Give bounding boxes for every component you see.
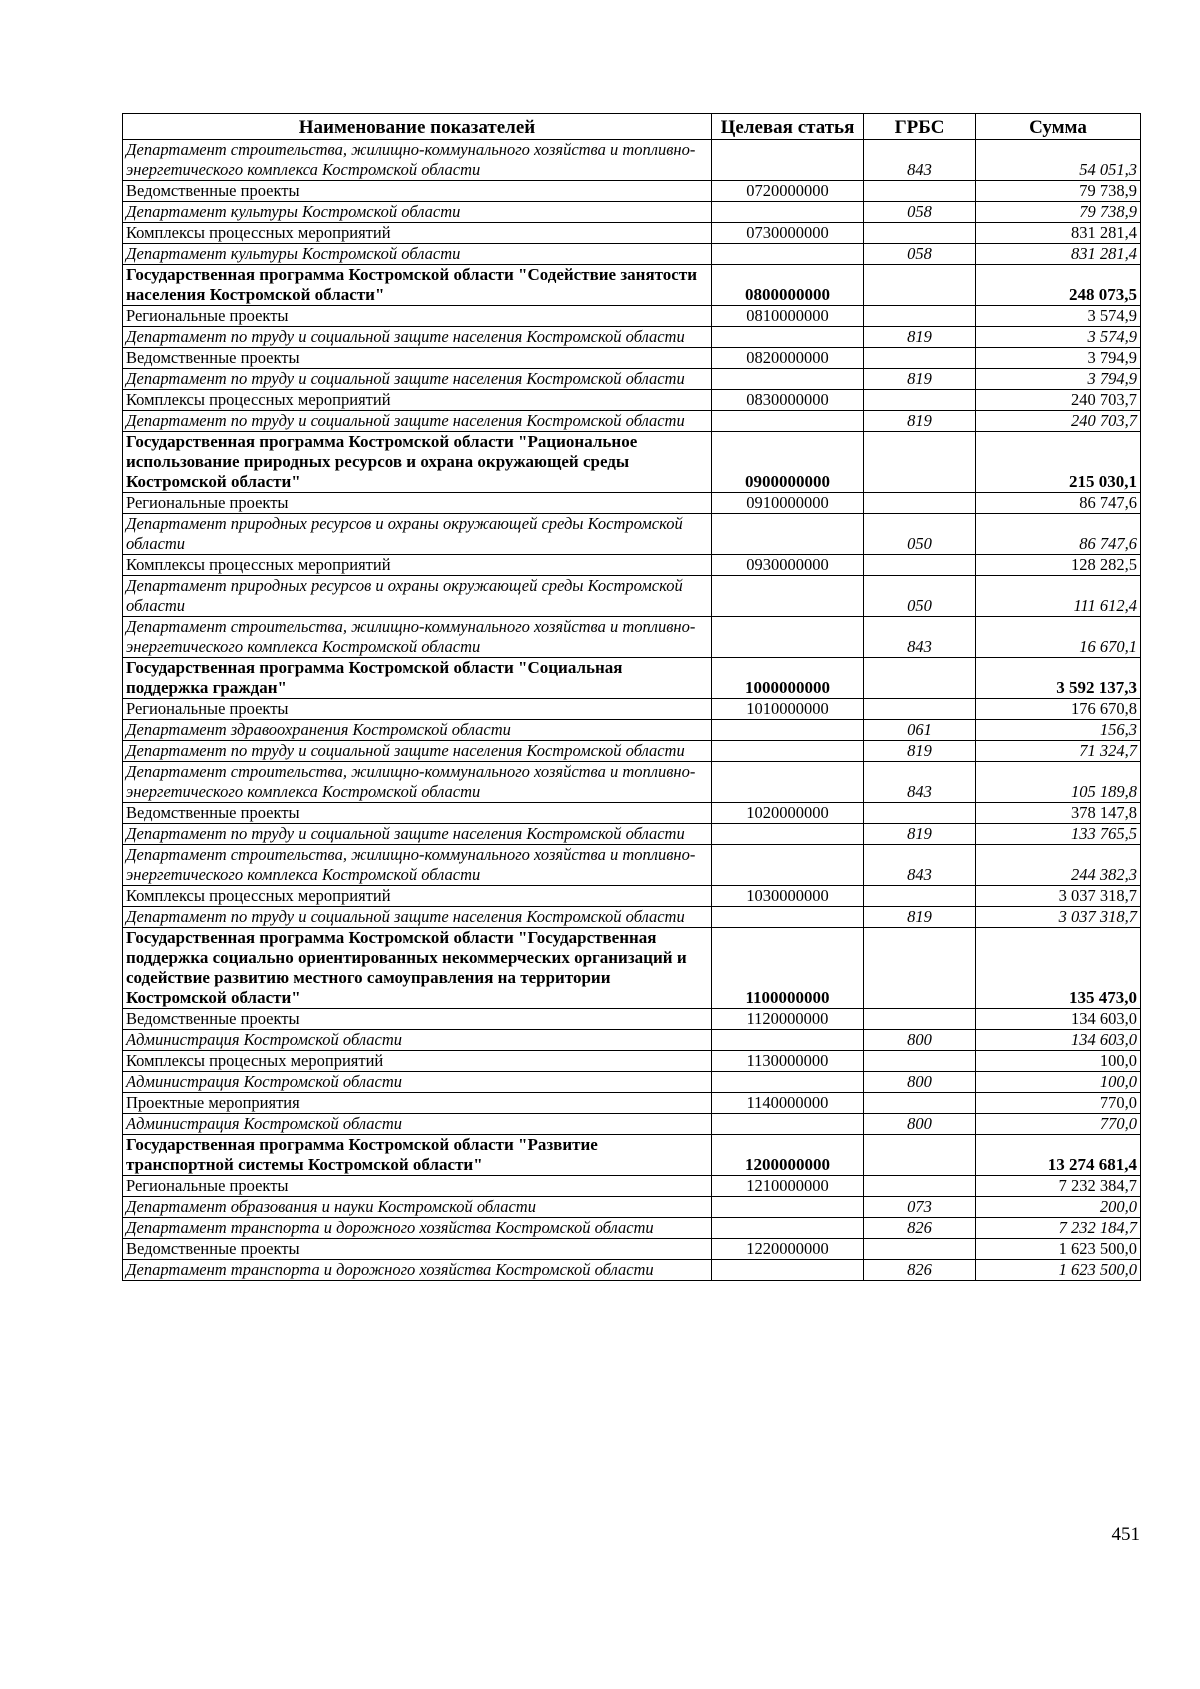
table-row	[123, 658, 1141, 699]
table-row	[123, 202, 1141, 223]
row-grbs-cell	[864, 306, 976, 327]
row-grbs-cell	[864, 699, 976, 720]
table-row	[123, 140, 1141, 181]
row-target-article-cell: 0910000000	[712, 493, 864, 514]
row-sum-cell: 54 051,3	[976, 140, 1141, 181]
row-name-cell: Департамент строительства, жилищно-коммунального хозяйства и топливно-энергетического комплекса Костромской области	[123, 140, 712, 181]
row-name-cell: Департамент образования и науки Костромской области	[123, 1197, 712, 1218]
table-row	[123, 1239, 1141, 1260]
row-grbs-cell: 843	[864, 845, 976, 886]
table-row	[123, 181, 1141, 202]
row-grbs-cell: 800	[864, 1030, 976, 1051]
row-target-article-cell	[712, 369, 864, 390]
row-grbs-cell: 050	[864, 576, 976, 617]
table-row	[123, 928, 1141, 1009]
row-grbs-cell: 800	[864, 1114, 976, 1135]
table-row	[123, 390, 1141, 411]
row-sum-cell: 1 623 500,0	[976, 1239, 1141, 1260]
row-target-article-cell	[712, 907, 864, 928]
row-sum-cell: 111 612,4	[976, 576, 1141, 617]
table-row	[123, 1197, 1141, 1218]
row-sum-cell: 3 037 318,7	[976, 886, 1141, 907]
row-sum-cell: 128 282,5	[976, 555, 1141, 576]
table-header	[123, 114, 1141, 140]
row-grbs-cell: 819	[864, 741, 976, 762]
row-sum-cell: 244 382,3	[976, 845, 1141, 886]
row-sum-cell: 3 592 137,3	[976, 658, 1141, 699]
table-row	[123, 1009, 1141, 1030]
row-sum-cell: 7 232 184,7	[976, 1218, 1141, 1239]
row-target-article-cell	[712, 741, 864, 762]
row-target-article-cell	[712, 576, 864, 617]
row-name-cell: Департамент по труду и социальной защите населения Костромской области	[123, 741, 712, 762]
row-name-cell: Департамент строительства, жилищно-коммунального хозяйства и топливно-энергетического комплекса Костромской области	[123, 617, 712, 658]
row-name-cell: Департамент природных ресурсов и охраны окружающей среды Костромской области	[123, 576, 712, 617]
header-name: Наименование показателей	[123, 114, 712, 140]
row-sum-cell: 13 274 681,4	[976, 1135, 1141, 1176]
row-grbs-cell: 800	[864, 1072, 976, 1093]
row-sum-cell: 3 574,9	[976, 327, 1141, 348]
table-row	[123, 306, 1141, 327]
row-sum-cell: 79 738,9	[976, 181, 1141, 202]
table-row	[123, 720, 1141, 741]
table-row	[123, 886, 1141, 907]
row-sum-cell: 248 073,5	[976, 265, 1141, 306]
table-row	[123, 514, 1141, 555]
row-sum-cell: 240 703,7	[976, 411, 1141, 432]
table-row	[123, 244, 1141, 265]
table-row	[123, 369, 1141, 390]
header-row	[123, 114, 1141, 140]
row-sum-cell: 86 747,6	[976, 493, 1141, 514]
row-grbs-cell	[864, 803, 976, 824]
row-sum-cell: 240 703,7	[976, 390, 1141, 411]
row-grbs-cell	[864, 1176, 976, 1197]
row-name-cell: Департамент по труду и социальной защите населения Костромской области	[123, 824, 712, 845]
row-sum-cell: 16 670,1	[976, 617, 1141, 658]
row-target-article-cell	[712, 1218, 864, 1239]
row-grbs-cell	[864, 555, 976, 576]
row-target-article-cell	[712, 327, 864, 348]
row-target-article-cell	[712, 514, 864, 555]
header-grbs: ГРБС	[864, 114, 976, 140]
row-target-article-cell	[712, 244, 864, 265]
table-row	[123, 555, 1141, 576]
table-row	[123, 1218, 1141, 1239]
row-grbs-cell	[864, 1051, 976, 1072]
row-target-article-cell: 1020000000	[712, 803, 864, 824]
row-target-article-cell: 0900000000	[712, 432, 864, 493]
row-sum-cell: 86 747,6	[976, 514, 1141, 555]
row-name-cell: Департамент строительства, жилищно-коммунального хозяйства и топливно-энергетического комплекса Костромской области	[123, 845, 712, 886]
row-target-article-cell: 0810000000	[712, 306, 864, 327]
row-grbs-cell	[864, 1135, 976, 1176]
row-target-article-cell: 1220000000	[712, 1239, 864, 1260]
row-sum-cell: 176 670,8	[976, 699, 1141, 720]
row-name-cell: Комплексы процессных мероприятий	[123, 886, 712, 907]
row-name-cell: Департамент культуры Костромской области	[123, 202, 712, 223]
row-name-cell: Департамент природных ресурсов и охраны окружающей среды Костромской области	[123, 514, 712, 555]
table-row	[123, 348, 1141, 369]
row-target-article-cell: 1140000000	[712, 1093, 864, 1114]
row-target-article-cell: 1200000000	[712, 1135, 864, 1176]
row-grbs-cell: 819	[864, 411, 976, 432]
row-name-cell: Департамент культуры Костромской области	[123, 244, 712, 265]
row-grbs-cell	[864, 658, 976, 699]
row-grbs-cell: 050	[864, 514, 976, 555]
table-row	[123, 741, 1141, 762]
row-sum-cell: 79 738,9	[976, 202, 1141, 223]
row-target-article-cell: 1100000000	[712, 928, 864, 1009]
row-sum-cell: 378 147,8	[976, 803, 1141, 824]
row-grbs-cell: 819	[864, 824, 976, 845]
row-name-cell: Комплексы процессных мероприятий	[123, 390, 712, 411]
row-grbs-cell	[864, 223, 976, 244]
row-sum-cell: 134 603,0	[976, 1009, 1141, 1030]
row-target-article-cell: 1010000000	[712, 699, 864, 720]
table-row	[123, 699, 1141, 720]
row-target-article-cell	[712, 824, 864, 845]
row-name-cell: Ведомственные проекты	[123, 348, 712, 369]
row-grbs-cell: 843	[864, 762, 976, 803]
row-name-cell: Администрация Костромской области	[123, 1072, 712, 1093]
table-row	[123, 617, 1141, 658]
table-row	[123, 1176, 1141, 1197]
row-grbs-cell: 819	[864, 907, 976, 928]
row-name-cell: Государственная программа Костромской области "Рациональное использование природных ресурсов и охрана окружающей среды Костромской области"	[123, 432, 712, 493]
row-target-article-cell: 0820000000	[712, 348, 864, 369]
row-grbs-cell	[864, 886, 976, 907]
row-target-article-cell	[712, 720, 864, 741]
row-target-article-cell	[712, 845, 864, 886]
row-name-cell: Ведомственные проекты	[123, 1239, 712, 1260]
table-row	[123, 762, 1141, 803]
row-sum-cell: 770,0	[976, 1114, 1141, 1135]
row-sum-cell: 100,0	[976, 1072, 1141, 1093]
row-target-article-cell	[712, 411, 864, 432]
row-grbs-cell	[864, 1239, 976, 1260]
row-grbs-cell	[864, 181, 976, 202]
row-sum-cell: 134 603,0	[976, 1030, 1141, 1051]
row-sum-cell: 7 232 384,7	[976, 1176, 1141, 1197]
row-name-cell: Ведомственные проекты	[123, 803, 712, 824]
row-name-cell: Региональные проекты	[123, 306, 712, 327]
table-row	[123, 1114, 1141, 1135]
row-sum-cell: 200,0	[976, 1197, 1141, 1218]
table-row	[123, 803, 1141, 824]
table-row	[123, 265, 1141, 306]
row-name-cell: Региональные проекты	[123, 493, 712, 514]
row-sum-cell: 831 281,4	[976, 223, 1141, 244]
table-row	[123, 576, 1141, 617]
row-name-cell: Государственная программа Костромской области "Государственная поддержка социально ориентированных некоммерческих организаций и содействие развитию местного самоуправления на территории Костромской области"	[123, 928, 712, 1009]
row-target-article-cell: 1210000000	[712, 1176, 864, 1197]
table-row	[123, 1072, 1141, 1093]
row-sum-cell: 105 189,8	[976, 762, 1141, 803]
table-row	[123, 1093, 1141, 1114]
row-target-article-cell	[712, 762, 864, 803]
row-target-article-cell	[712, 1260, 864, 1281]
row-grbs-cell	[864, 432, 976, 493]
table-body	[123, 140, 1141, 1281]
row-sum-cell: 3 574,9	[976, 306, 1141, 327]
row-name-cell: Проектные мероприятия	[123, 1093, 712, 1114]
row-name-cell: Департамент здравоохранения Костромской области	[123, 720, 712, 741]
row-grbs-cell	[864, 1093, 976, 1114]
row-name-cell: Департамент по труду и социальной защите населения Костромской области	[123, 411, 712, 432]
row-name-cell: Ведомственные проекты	[123, 1009, 712, 1030]
row-grbs-cell	[864, 348, 976, 369]
row-target-article-cell: 1030000000	[712, 886, 864, 907]
row-sum-cell: 770,0	[976, 1093, 1141, 1114]
row-target-article-cell	[712, 1072, 864, 1093]
table-row	[123, 411, 1141, 432]
row-grbs-cell	[864, 928, 976, 1009]
table-row	[123, 845, 1141, 886]
budget-table	[122, 113, 1141, 1281]
row-target-article-cell	[712, 1030, 864, 1051]
row-target-article-cell: 0800000000	[712, 265, 864, 306]
row-sum-cell: 133 765,5	[976, 824, 1141, 845]
row-grbs-cell	[864, 1009, 976, 1030]
header-target-article: Целевая статья	[712, 114, 864, 140]
table-row	[123, 432, 1141, 493]
row-grbs-cell: 058	[864, 244, 976, 265]
row-name-cell: Департамент по труду и социальной защите населения Костромской области	[123, 327, 712, 348]
row-target-article-cell: 0720000000	[712, 181, 864, 202]
row-name-cell: Администрация Костромской области	[123, 1114, 712, 1135]
row-sum-cell: 1 623 500,0	[976, 1260, 1141, 1281]
row-name-cell: Департамент транспорта и дорожного хозяйства Костромской области	[123, 1218, 712, 1239]
row-name-cell: Государственная программа Костромской области "Социальная поддержка граждан"	[123, 658, 712, 699]
row-name-cell: Комплексы процессных мероприятий	[123, 223, 712, 244]
row-sum-cell: 135 473,0	[976, 928, 1141, 1009]
row-name-cell: Департамент транспорта и дорожного хозяйства Костромской области	[123, 1260, 712, 1281]
row-sum-cell: 100,0	[976, 1051, 1141, 1072]
row-sum-cell: 831 281,4	[976, 244, 1141, 265]
row-target-article-cell	[712, 1197, 864, 1218]
row-sum-cell: 3 794,9	[976, 348, 1141, 369]
table-row	[123, 327, 1141, 348]
row-grbs-cell	[864, 265, 976, 306]
row-name-cell: Государственная программа Костромской области "Содействие занятости населения Костромской области"	[123, 265, 712, 306]
table-row	[123, 1051, 1141, 1072]
row-target-article-cell: 1000000000	[712, 658, 864, 699]
row-name-cell: Государственная программа Костромской области "Развитие транспортной системы Костромской области"	[123, 1135, 712, 1176]
row-grbs-cell: 843	[864, 617, 976, 658]
row-name-cell: Региональные проекты	[123, 699, 712, 720]
row-name-cell: Департамент строительства, жилищно-коммунального хозяйства и топливно-энергетического комплекса Костромской области	[123, 762, 712, 803]
row-target-article-cell: 0930000000	[712, 555, 864, 576]
row-grbs-cell: 073	[864, 1197, 976, 1218]
row-name-cell: Комплексы процессных мероприятий	[123, 555, 712, 576]
table-row	[123, 907, 1141, 928]
row-grbs-cell: 058	[864, 202, 976, 223]
header-sum: Сумма	[976, 114, 1141, 140]
table-row	[123, 1030, 1141, 1051]
row-grbs-cell	[864, 493, 976, 514]
row-grbs-cell: 843	[864, 140, 976, 181]
page-number: 451	[1111, 1524, 1140, 1545]
table-row	[123, 223, 1141, 244]
row-grbs-cell	[864, 390, 976, 411]
row-target-article-cell	[712, 617, 864, 658]
row-target-article-cell: 0730000000	[712, 223, 864, 244]
row-grbs-cell: 819	[864, 327, 976, 348]
row-sum-cell: 71 324,7	[976, 741, 1141, 762]
table-row	[123, 1135, 1141, 1176]
row-name-cell: Ведомственные проекты	[123, 181, 712, 202]
table-row	[123, 824, 1141, 845]
row-sum-cell: 156,3	[976, 720, 1141, 741]
row-name-cell: Департамент по труду и социальной защите населения Костромской области	[123, 907, 712, 928]
row-sum-cell: 3 037 318,7	[976, 907, 1141, 928]
row-target-article-cell	[712, 1114, 864, 1135]
row-target-article-cell: 1130000000	[712, 1051, 864, 1072]
row-name-cell: Департамент по труду и социальной защите населения Костромской области	[123, 369, 712, 390]
row-grbs-cell: 819	[864, 369, 976, 390]
row-name-cell: Региональные проекты	[123, 1176, 712, 1197]
row-name-cell: Администрация Костромской области	[123, 1030, 712, 1051]
row-target-article-cell	[712, 202, 864, 223]
row-name-cell: Комплексы процесных мероприятий	[123, 1051, 712, 1072]
table-row	[123, 493, 1141, 514]
row-sum-cell: 215 030,1	[976, 432, 1141, 493]
row-grbs-cell: 061	[864, 720, 976, 741]
row-target-article-cell: 1120000000	[712, 1009, 864, 1030]
row-target-article-cell	[712, 140, 864, 181]
row-grbs-cell: 826	[864, 1218, 976, 1239]
row-sum-cell: 3 794,9	[976, 369, 1141, 390]
row-target-article-cell: 0830000000	[712, 390, 864, 411]
row-grbs-cell: 826	[864, 1260, 976, 1281]
table-row	[123, 1260, 1141, 1281]
